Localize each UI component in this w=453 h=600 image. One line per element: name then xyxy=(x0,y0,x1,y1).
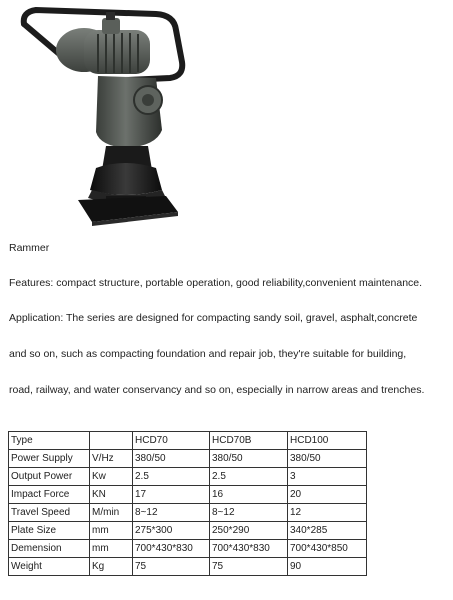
table-header-row xyxy=(9,432,367,450)
table-cell: mm xyxy=(90,522,133,540)
table-cell: Travel Speed xyxy=(9,504,90,522)
product-title: Rammer xyxy=(9,242,50,254)
table-cell: HCD70 xyxy=(133,432,210,450)
table-row xyxy=(9,450,367,468)
table-row xyxy=(9,558,367,576)
rammer-illustration xyxy=(6,0,202,228)
table-cell: Demension xyxy=(9,540,90,558)
application-line-2: and so on, such as compacting foundation and repair job, they're suitable for building, xyxy=(9,348,407,360)
table-cell: 90 xyxy=(288,558,367,576)
table-cell xyxy=(90,432,133,450)
table-cell: 17 xyxy=(133,486,210,504)
product-features: Features: compact structure, portable operation, good reliability,convenient maintenance. xyxy=(9,277,423,289)
table-cell: 700*430*830 xyxy=(133,540,210,558)
table-cell: Plate Size xyxy=(9,522,90,540)
table-cell: 380/50 xyxy=(288,450,367,468)
table-cell: 8~12 xyxy=(133,504,210,522)
table-cell: 75 xyxy=(133,558,210,576)
table-row xyxy=(9,486,367,504)
table-cell: Impact Force xyxy=(9,486,90,504)
table-cell: V/Hz xyxy=(90,450,133,468)
application-line-3: road, railway, and water conservancy and so on, especially in narrow areas and trenches. xyxy=(9,384,425,396)
table-cell: 380/50 xyxy=(210,450,288,468)
table-cell: 700*430*850 xyxy=(288,540,367,558)
specification-table xyxy=(8,431,367,576)
table-row xyxy=(9,504,367,522)
table-cell: 8~12 xyxy=(210,504,288,522)
table-cell: mm xyxy=(90,540,133,558)
table-cell: Type xyxy=(9,432,90,450)
table-cell: 275*300 xyxy=(133,522,210,540)
table-cell: HCD70B xyxy=(210,432,288,450)
table-cell: 700*430*830 xyxy=(210,540,288,558)
table-cell: HCD100 xyxy=(288,432,367,450)
table-cell: KN xyxy=(90,486,133,504)
table-cell: 16 xyxy=(210,486,288,504)
table-cell: M/min xyxy=(90,504,133,522)
table-cell: Kw xyxy=(90,468,133,486)
table-row xyxy=(9,522,367,540)
table-cell: Output Power xyxy=(9,468,90,486)
table-cell: 20 xyxy=(288,486,367,504)
table-cell: Kg xyxy=(90,558,133,576)
table-cell: 12 xyxy=(288,504,367,522)
table-row xyxy=(9,540,367,558)
application-line-1: Application: The series are designed for compacting sandy soil, gravel, asphalt,concrete xyxy=(9,312,418,324)
table-cell: 2.5 xyxy=(210,468,288,486)
table-cell: 250*290 xyxy=(210,522,288,540)
table-cell: 2.5 xyxy=(133,468,210,486)
table-cell: 380/50 xyxy=(133,450,210,468)
table-cell: 3 xyxy=(288,468,367,486)
rammer-product-image xyxy=(6,0,202,228)
table-cell: Weight xyxy=(9,558,90,576)
table-cell: Power Supply xyxy=(9,450,90,468)
table-cell: 340*285 xyxy=(288,522,367,540)
table-cell: 75 xyxy=(210,558,288,576)
table-row xyxy=(9,468,367,486)
